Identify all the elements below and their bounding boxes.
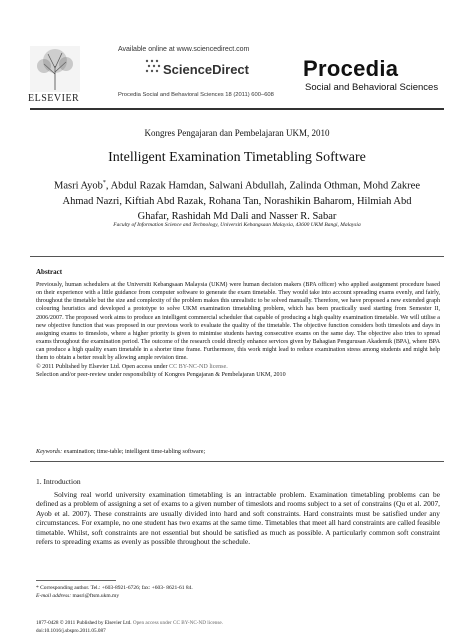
conference-name: Kongres Pengajaran dan Pembelajaran UKM, 2010 [144, 128, 330, 138]
sciencedirect-wordmark: ScienceDirect [163, 62, 249, 77]
footnote [36, 584, 193, 600]
section-heading: 1. Introduction [36, 477, 81, 486]
elsevier-tree-logo [30, 46, 80, 92]
cc-license-link[interactable]: CC BY-NC-ND license. [169, 363, 228, 370]
copyright-text: © 2011 Published by Elsevier Ltd. Open access under [36, 363, 170, 370]
procedia-subtitle: Social and Behavioral Sciences [305, 82, 439, 93]
bottom-info [36, 620, 223, 635]
affiliation: Faculty of Information Science and Technology, Universiti Kebangsaan Malaysia, 43600 UKM Bangi, Malaysia [113, 222, 361, 228]
abstract-body [36, 281, 440, 379]
corresponding-author: * Corresponding author. Tel.: +603-8921-6726; fax: +603- 8621-61 84. [36, 585, 193, 591]
abstract-heading: Abstract [36, 268, 63, 276]
introduction-body [36, 490, 440, 546]
introduction-paragraph: Solving real world university examination timetabling is an intractable problem. Examination timetabling problems can be defined as a problem of assigning a set of exams to a given number of timeslots and rooms subject to a set of constrains (Qu et al. 2007, Ayob et al. 2007). These constraints are usually divided into hard and soft constraints. Hard constraints must be satisfied under any circumstances. For example, no one student has two exams at the same time. Timetables that meet all hard constraints are called feasible timetable. Whilst, soft constraints are not essential but should be satisfied as much as possible. A particularly common soft constraint refers to spreading exams as evenly as possible throughout the schedule. [36, 490, 440, 547]
corresponding-mark: * [102, 180, 106, 186]
email-label: E-mail address: [36, 593, 72, 599]
abstract-top-rule [30, 256, 444, 257]
sciencedirect-dots-icon [144, 58, 162, 76]
author-list [30, 176, 444, 224]
author-line-2: Ahmad Nazri, Kiftiah Abd Razak, Rohana Tan, Norashikin Baharom, Hilmiah Abd [62, 195, 412, 207]
bottom-cc-license[interactable]: Open access under CC BY-NC-ND license. [132, 620, 224, 626]
procedia-logo-text: Procedia [303, 56, 399, 81]
keywords-label: Keywords: [36, 449, 63, 455]
header-rule [30, 108, 444, 110]
author-first: Masri Ayob [54, 180, 103, 192]
keywords-list: examination; time-table; intelligent time-tabling software; [62, 449, 206, 455]
author-line-3: Ghafar, Rashidah Md Dali and Nasser R. Sabar [137, 210, 337, 222]
issn-copyright: 1877-0428 © 2011 Published by Elsevier Ltd. [36, 620, 133, 626]
author-rest-1: , Abdul Razak Hamdan, Salwani Abdullah, Zalinda Othman, Mohd Zakree [105, 180, 420, 192]
available-online-text: Available online at www.sciencedirect.com [118, 46, 250, 53]
selection-text: Selection and/or peer-review under responsibility of Kongres Pengajaran & Pembelajaran UKM, 2010 [36, 371, 286, 378]
journal-citation: Procedia Social and Behavioral Sciences 18 (2011) 600–608 [118, 92, 274, 98]
keywords-line [36, 449, 440, 455]
elsevier-wordmark: ELSEVIER [28, 93, 80, 104]
paper-title: Intelligent Examination Timetabling Software [108, 150, 366, 165]
email-address[interactable]: masri@ftsm.ukm.my [71, 593, 120, 599]
footnote-rule [36, 580, 116, 581]
abstract-bottom-rule [30, 461, 444, 462]
doi[interactable]: doi:10.1016/j.sbspro.2011.05.087 [36, 627, 106, 634]
abstract-text: Previously, human schedulers at the Universiti Kebangsaan Malaysia (UKM) were human decision makers (BPA officer) who applied assignment procedure based on their experience with a little guidance from computer software to generate the exam timetable. They would take into account spreading exams evenly, and fairly, throughout the timetable but the size and complexity of the problem makes this unrealistic to be solved manually. Therefore, we have proposed a new extended graph colouring heuristics and developed a prototype to solve UKM examination timetabling problem, which has been practically used starting from Semester II, 2006/2007. The proposed work aims to produce an intelligent commercial scheduler that capable of producing a high quality examination timetable. We will utilise a new objective function that was proposed in our previous work to evaluate the quality of the timetable. The objective function considers both timeslots and days in assigning exams to timeslots, where a higher priority is given to minimise students having consecutive exams on the same day. The objective also tries to spread exams throughout the examination period. The outcome of the research could directly enhance services given by Bahagian Pengurusan Akademik (BPA), where BPA can produce a high quality exam timetable in a shorter time frame. Furthermore, this work might lead to reduce examination stress among students and might help them to obtain a better result by allowing ample revision time. [36, 282, 440, 362]
